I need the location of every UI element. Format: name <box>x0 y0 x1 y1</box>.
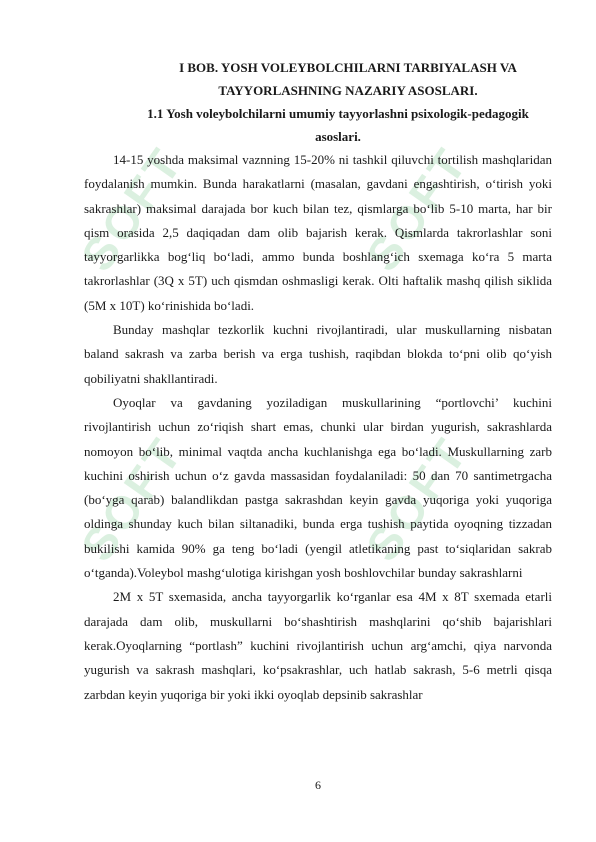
section-title <box>124 102 552 148</box>
chapter-title-line-2: TAYYORLASHNING NAZARIY ASOSLARI. <box>218 83 478 98</box>
watermark-text: SOFT <box>355 426 478 571</box>
chapter-title-line-1: I BOB. YOSH VOLEYBOLCHILARNI TARBIYALASH VA <box>179 60 517 75</box>
document-page <box>84 56 552 707</box>
watermark-text: SOFT <box>355 136 478 281</box>
page-number: 6 <box>315 778 321 792</box>
chapter-title <box>144 56 552 102</box>
section-title-line-2: asoslari. <box>315 129 361 144</box>
paragraph-1: 14-15 yoshda maksimal vaznning 15-20% ni tashkil qiluvchi tortilish mashqlaridan foydalanish mumkin. Bunda harakatlarni (masalan, gavdani engashtirish, o‘tirish yoki sakrashlar) maksimal darajada bor kuch bilan tez, qismlarga bo‘lib 5-10 marta, har bir qism orasida 2,5 daqiqadan dam olib bajarish kerak. Qismlarda takrorlashlar soni tayyorgarlikka bog‘liq bo‘ladi, ammo bunda boshlang‘ich sxemaga ko‘ra 5 marta takrorlashlar (3Q x 5T) uch qismdan oshmasligi kerak. Olti haftalik mashq qilish siklida (5M x 10T) ko‘rinishida bo‘ladi. <box>84 152 552 313</box>
watermark-text: SOFT <box>70 136 193 281</box>
paragraph-4: 2M x 5T sxemasida, ancha tayyorgarlik ko‘rganlar esa 4M x 8T sxemada etarli darajada dam olib, muskullarni bo‘shashtirish mashqlarini qo‘shib bajarishlari kerak.Oyoqlarning “portlash” kuchini rivojlantirish uchun arg‘amchi, qiya narvonda yugurish va sakrash mashqlari, ko‘psakrashlar, uch hatlab sakrash, 5-6 metrli qisqa zarbdan keyin yuqoriga bir yoki ikki oyoqlab depsinib sakrashlar <box>84 589 552 702</box>
watermark-text: SOFT <box>70 426 193 571</box>
paragraph-2: Bunday mashqlar tezkorlik kuchni rivojlantiradi, ular muskullarning nisbatan baland sakrash va zarba berish va erga tushish, raqibdan blokda to‘pni olib qo‘yish qobiliyatni shakllantiradi. <box>84 322 552 386</box>
section-title-line-1: 1.1 Yosh voleybolchilarni umumiy tayyorlashni psixologik-pedagogik <box>147 106 529 121</box>
paragraph-3: Oyoqlar va gavdaning yoziladigan muskullarining “portlovchi’ kuchini rivojlantirish uchun zo‘riqish shart emas, chunki ular birdan yugurish, sakrashlarda nomoyon bo‘lib, minimal vaqtda ancha kuchlanishga ega bo‘ladi. Muskullarning zarb kuchini oshirish uchun o‘z gavda massasidan foydalaniladi: 50 dan 70 santimetrgacha (bo‘yga qarab) balandlikdan pastga sakrashdan keyin gavda yuqoriga yoki yuqoriga oldinga shunday kuch bilan siltanadiki, bunda erga tushish paytida oyoqning tizzadan bukilishi kamida 90% ga teng bo‘ladi (yengil atletikaning past to‘siqlaridan sakrab o‘tganda).Voleybol mashg‘ulotiga kirishgan yosh boshlovchilar bunday sakrashlarni <box>84 394 552 581</box>
